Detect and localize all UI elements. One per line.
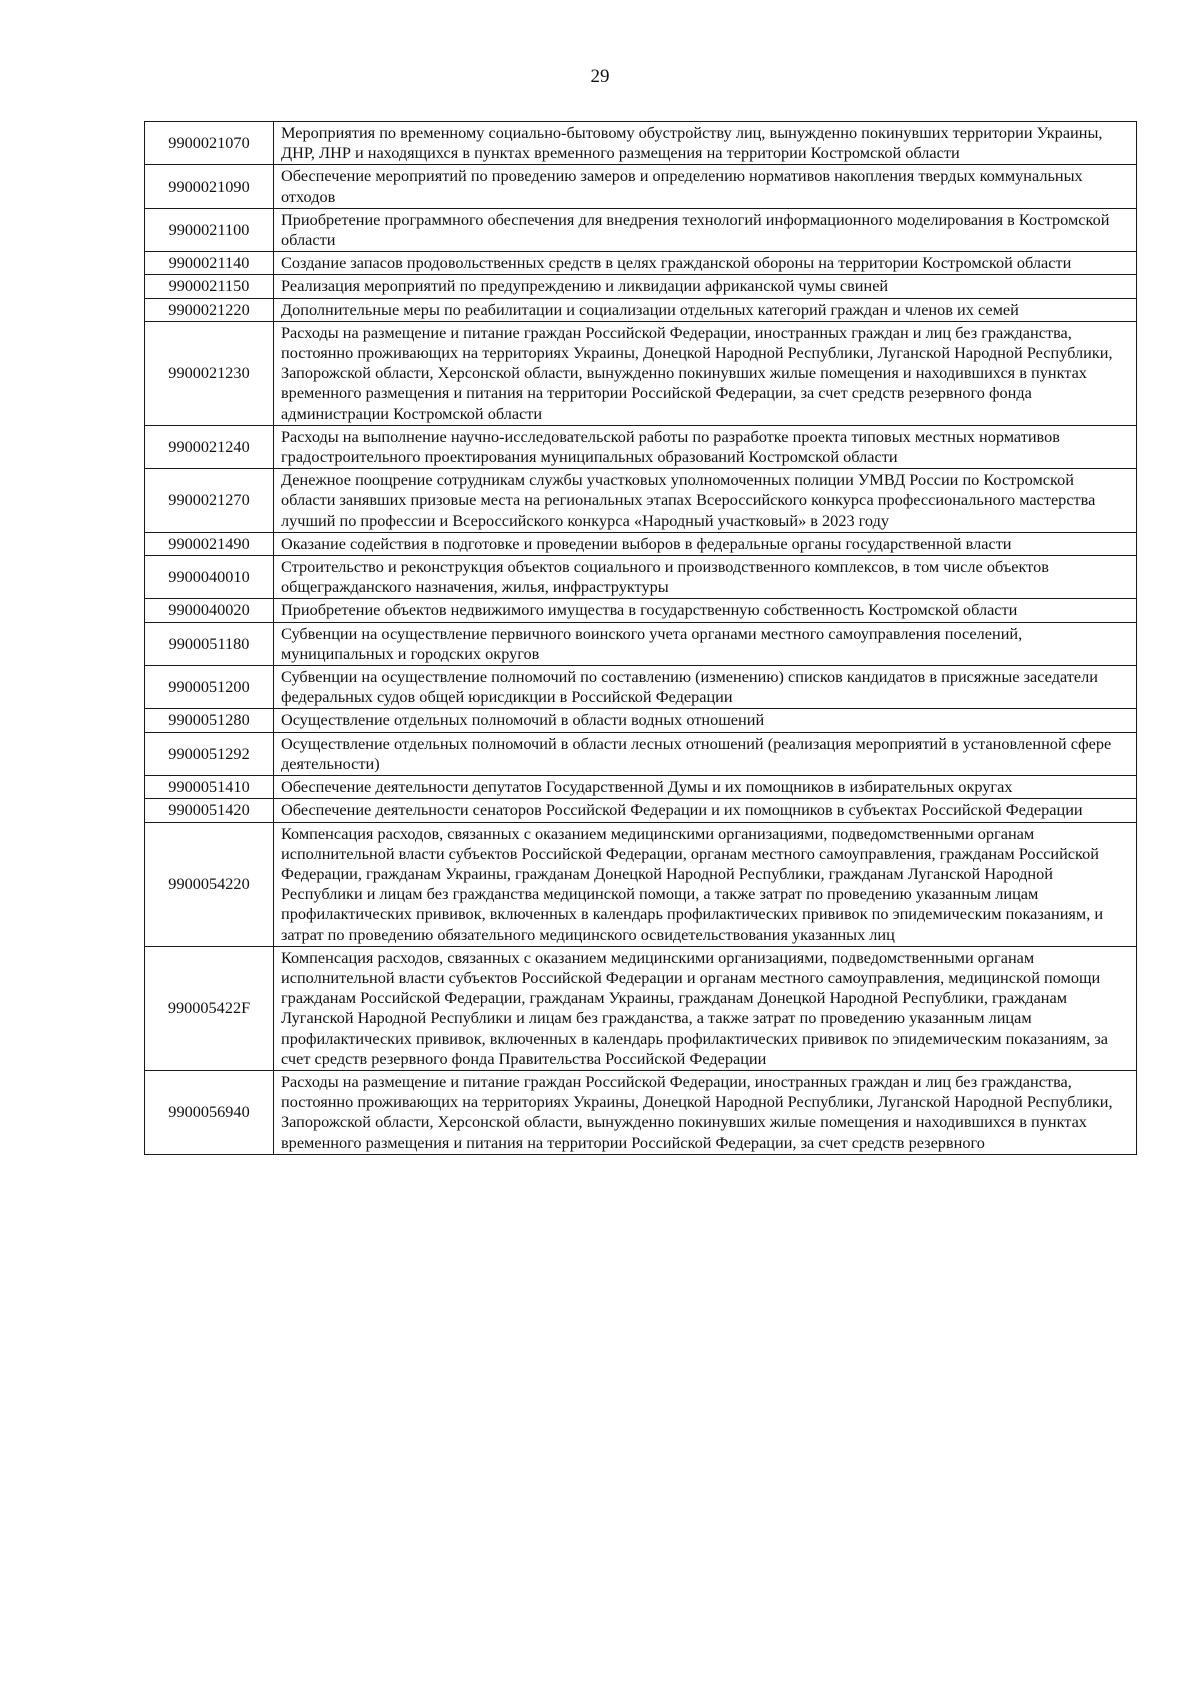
row-code: 9900021150 — [145, 275, 274, 298]
table-row — [145, 709, 1137, 732]
table-row — [145, 822, 1137, 946]
row-description: Создание запасов продовольственных средств в целях гражданской обороны на территории Костромской области — [274, 252, 1137, 275]
row-code: 9900021140 — [145, 252, 274, 275]
row-description: Обеспечение деятельности сенаторов Российской Федерации и их помощников в субъектах Российской Федерации — [274, 799, 1137, 822]
row-code: 9900021090 — [145, 165, 274, 208]
row-code: 9900051280 — [145, 709, 274, 732]
row-code: 9900051410 — [145, 776, 274, 799]
row-code: 9900021490 — [145, 532, 274, 555]
row-code: 9900021070 — [145, 122, 274, 165]
row-code: 9900021220 — [145, 298, 274, 321]
row-description: Приобретение объектов недвижимого имущества в государственную собственность Костромской области — [274, 599, 1137, 622]
row-description: Осуществление отдельных полномочий в области лесных отношений (реализация мероприятий в установленной сфере деятельности) — [274, 732, 1137, 775]
row-description: Осуществление отдельных полномочий в области водных отношений — [274, 709, 1137, 732]
row-code: 9900056940 — [145, 1070, 274, 1154]
row-description: Оказание содействия в подготовке и проведении выборов в федеральные органы государственной власти — [274, 532, 1137, 555]
table-row — [145, 298, 1137, 321]
row-code: 9900054220 — [145, 822, 274, 946]
row-description: Компенсация расходов, связанных с оказанием медицинскими организациями, подведомственными органам исполнительной власти субъектов Российской Федерации и органам местного самоуправления, медицинской помощи гражданам Российской Федерации, гражданам Украины, гражданам Донецкой Народной Республики, гражданам Луганской Народной Республики и лицам без гражданства, а также затрат по проведению указанным лицам профилактических прививок, включенных в календарь профилактических прививок по эпидемическим показаниям, за счет средств резервного фонда Правительства Российской Федерации — [274, 946, 1137, 1070]
row-description: Компенсация расходов, связанных с оказанием медицинскими организациями, подведомственными органам исполнительной власти субъектов Российской Федерации, органам местного самоуправления, гражданам Российской Федерации, гражданам Украины, гражданам Донецкой Народной Республики, гражданам Луганской Народной Республики и лицам без гражданства медицинской помощи, а также затрат по проведению указанным лицам профилактических прививок, включенных в календарь профилактических прививок по эпидемическим показаниям, и затрат по проведению обязательного медицинского освидетельствования указанных лиц — [274, 822, 1137, 946]
table-row — [145, 946, 1137, 1070]
row-code: 9900021240 — [145, 425, 274, 468]
table-row — [145, 799, 1137, 822]
row-description: Дополнительные меры по реабилитации и социализации отдельных категорий граждан и членов их семей — [274, 298, 1137, 321]
table-row — [145, 622, 1137, 665]
table-row — [145, 275, 1137, 298]
row-description: Расходы на выполнение научно-исследовательской работы по разработке проекта типовых местных нормативов градостроительного проектирования муниципальных образований Костромской области — [274, 425, 1137, 468]
row-description: Мероприятия по временному социально-бытовому обустройству лиц, вынужденно покинувших территории Украины, ДНР, ЛНР и находящихся в пунктах временного размещения на территории Костромской области — [274, 122, 1137, 165]
row-description: Строительство и реконструкция объектов социального и производственного комплексов, в том числе объектов общегражданского назначения, жилья, инфраструктуры — [274, 556, 1137, 599]
row-description: Обеспечение мероприятий по проведению замеров и определению нормативов накопления твердых коммунальных отходов — [274, 165, 1137, 208]
table-row — [145, 165, 1137, 208]
table-row — [145, 532, 1137, 555]
row-code: 9900051292 — [145, 732, 274, 775]
row-description: Реализация мероприятий по предупреждению и ликвидации африканской чумы свиней — [274, 275, 1137, 298]
table-row — [145, 599, 1137, 622]
row-description: Денежное поощрение сотрудникам службы участковых уполномоченных полиции УМВД России по Костромской области занявших призовые места на региональных этапах Всероссийского конкурса профессионального мастерства лучший по профессии и Всероссийского конкурса «Народный участковый» в 2023 году — [274, 469, 1137, 533]
table-row — [145, 252, 1137, 275]
row-description: Субвенции на осуществление первичного воинского учета органами местного самоуправления поселений, муниципальных и городских округов — [274, 622, 1137, 665]
table-row — [145, 732, 1137, 775]
row-description: Приобретение программного обеспечения для внедрения технологий информационного моделирования в Костромской области — [274, 208, 1137, 251]
table-row — [145, 208, 1137, 251]
expenditure-codes-table — [144, 121, 1137, 1155]
table-row — [145, 1070, 1137, 1154]
row-code: 9900021100 — [145, 208, 274, 251]
row-code: 990005422F — [145, 946, 274, 1070]
table-row — [145, 666, 1137, 709]
row-description: Расходы на размещение и питание граждан Российской Федерации, иностранных граждан и лиц без гражданства, постоянно проживающих на территориях Украины, Донецкой Народной Республики, Луганской Народной Республики, Запорожской области, Херсонской области, вынужденно покинувших жилые помещения и находившихся в пунктах временного размещения и питания на территории Российской Федерации, за счет средств резервного — [274, 1070, 1137, 1154]
table-row — [145, 776, 1137, 799]
table-row — [145, 469, 1137, 533]
row-code: 9900021270 — [145, 469, 274, 533]
table-row — [145, 556, 1137, 599]
row-description: Расходы на размещение и питание граждан Российской Федерации, иностранных граждан и лиц без гражданства, постоянно проживающих на территориях Украины, Донецкой Народной Республики, Луганской Народной Республики, Запорожской области, Херсонской области, вынужденно покинувших жилые помещения и находившихся в пунктах временного размещения и питания на территории Российской Федерации, за счет средств резервного фонда администрации Костромской области — [274, 321, 1137, 425]
table-row — [145, 122, 1137, 165]
row-description: Субвенции на осуществление полномочий по составлению (изменению) списков кандидатов в присяжные заседатели федеральных судов общей юрисдикции в Российской Федерации — [274, 666, 1137, 709]
row-code: 9900051420 — [145, 799, 274, 822]
row-code: 9900040010 — [145, 556, 274, 599]
table-row — [145, 321, 1137, 425]
table-body — [145, 122, 1137, 1155]
row-code: 9900040020 — [145, 599, 274, 622]
row-code: 9900051180 — [145, 622, 274, 665]
row-description: Обеспечение деятельности депутатов Государственной Думы и их помощников в избирательных округах — [274, 776, 1137, 799]
table-row — [145, 425, 1137, 468]
row-code: 9900051200 — [145, 666, 274, 709]
row-code: 9900021230 — [145, 321, 274, 425]
page-number: 29 — [590, 66, 610, 87]
